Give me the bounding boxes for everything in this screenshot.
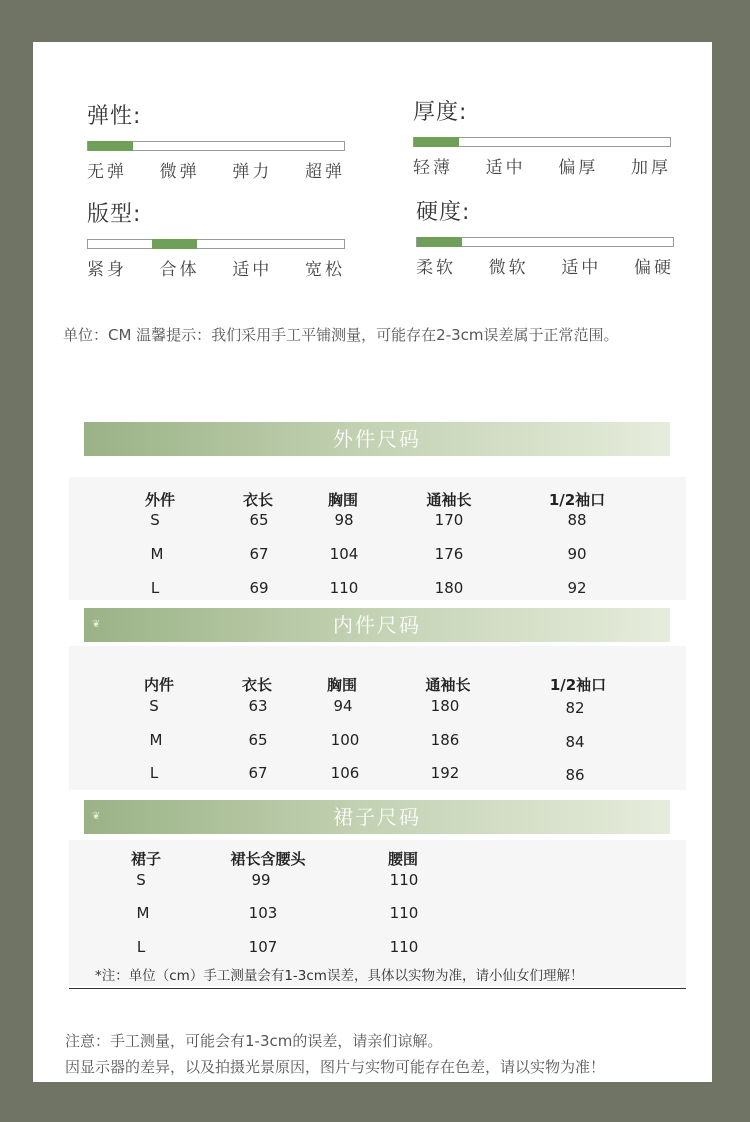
fit-tick: 宽松 bbox=[304, 260, 345, 280]
ornament-icon: ❦ bbox=[653, 619, 662, 630]
inner-size-table bbox=[69, 646, 686, 790]
skirt-header-cell: 裙子 bbox=[130, 850, 162, 868]
outer-size-cell: M bbox=[150, 545, 164, 563]
fit-tick: 适中 bbox=[232, 260, 273, 280]
inner-size-banner bbox=[84, 608, 670, 642]
inner-length-cell: 65 bbox=[248, 731, 268, 749]
elasticity-tick: 弹力 bbox=[232, 162, 273, 182]
inner-length-cell: 67 bbox=[248, 764, 268, 782]
inner-cuff-cell: 86 bbox=[565, 766, 585, 784]
outer-size-cell: S bbox=[150, 511, 160, 529]
fit-tick: 合体 bbox=[159, 260, 200, 280]
thickness-bar-fill bbox=[414, 137, 459, 147]
elasticity-tick: 超弹 bbox=[304, 162, 345, 182]
outer-sleeve-cell: 176 bbox=[434, 545, 464, 563]
elasticity-scale bbox=[87, 102, 345, 182]
measurement-note: 注意：手工测量，可能会有1-3cm的误差，请亲们谅解。 bbox=[65, 1032, 443, 1050]
skirt-size-banner bbox=[84, 800, 670, 834]
inner-length-cell: 63 bbox=[248, 697, 268, 715]
hardness-scale bbox=[416, 198, 674, 278]
hardness-bar-fill bbox=[417, 237, 462, 247]
fit-title: 版型: bbox=[87, 202, 142, 227]
elasticity-bar-fill bbox=[88, 141, 133, 151]
skirt-note: *注：单位（cm）手工测量会有1-3cm误差，具体以实物为准，请小仙女们理解！ bbox=[95, 968, 584, 984]
hardness-tick: 适中 bbox=[561, 258, 602, 278]
thickness-bar bbox=[413, 137, 671, 147]
inner-header-cell: 内件 bbox=[143, 676, 175, 694]
fit-bar-fill bbox=[152, 239, 197, 249]
color-difference-note: 因显示器的差异，以及拍摄光景原因，图片与实物可能存在色差，请以实物为准！ bbox=[65, 1058, 606, 1076]
skirt-waist-cell: 110 bbox=[389, 871, 419, 889]
elasticity-tick: 微弹 bbox=[159, 162, 200, 182]
outer-size-title: 外件尺码 bbox=[333, 427, 421, 451]
inner-size-cell: M bbox=[149, 731, 163, 749]
inner-cuff-cell: 84 bbox=[565, 733, 585, 751]
skirt-length-cell: 103 bbox=[248, 904, 278, 922]
outer-length-cell: 67 bbox=[249, 545, 269, 563]
inner-header-cell: 衣长 bbox=[241, 676, 273, 694]
inner-cuff-cell: 82 bbox=[565, 699, 585, 717]
outer-sleeve-cell: 170 bbox=[434, 511, 464, 529]
inner-chest-cell: 94 bbox=[333, 697, 353, 715]
inner-header-cell: 1/2袖口 bbox=[549, 676, 607, 694]
skirt-waist-cell: 110 bbox=[389, 904, 419, 922]
inner-header-cell: 通袖长 bbox=[425, 676, 471, 694]
elasticity-tick: 无弹 bbox=[87, 162, 127, 182]
skirt-header-cell: 腰围 bbox=[387, 850, 419, 868]
inner-size-title: 内件尺码 bbox=[333, 613, 421, 637]
skirt-length-cell: 107 bbox=[248, 938, 278, 956]
ornament-icon: ❦ bbox=[92, 619, 101, 630]
size-chart-card bbox=[33, 42, 712, 1082]
ornament-icon: ❦ bbox=[92, 811, 101, 822]
inner-sleeve-cell: 180 bbox=[430, 697, 460, 715]
outer-chest-cell: 104 bbox=[329, 545, 359, 563]
outer-cuff-cell: 88 bbox=[567, 511, 587, 529]
fit-bar bbox=[87, 239, 345, 249]
outer-header-cell: 外件 bbox=[144, 491, 176, 509]
inner-sleeve-cell: 186 bbox=[430, 731, 460, 749]
inner-chest-cell: 100 bbox=[330, 731, 360, 749]
inner-chest-cell: 106 bbox=[330, 764, 360, 782]
inner-header-cell: 胸围 bbox=[326, 676, 358, 694]
thickness-scale bbox=[413, 98, 671, 178]
outer-size-banner bbox=[84, 422, 670, 456]
thickness-tick: 偏厚 bbox=[558, 158, 599, 178]
outer-cuff-cell: 90 bbox=[567, 545, 587, 563]
outer-length-cell: 69 bbox=[249, 579, 269, 597]
fit-tick: 紧身 bbox=[87, 260, 127, 280]
outer-cuff-cell: 92 bbox=[567, 579, 587, 597]
unit-note: 单位：CM 温馨提示：我们采用手工平铺测量，可能存在2-3cm误差属于正常范围。 bbox=[63, 326, 619, 344]
skirt-header-cell: 裙长含腰头 bbox=[230, 850, 306, 868]
hardness-tick: 微软 bbox=[488, 258, 529, 278]
elasticity-bar bbox=[87, 141, 345, 151]
fit-scale bbox=[87, 200, 345, 280]
hardness-bar bbox=[416, 237, 674, 247]
thickness-tick: 适中 bbox=[485, 158, 526, 178]
inner-size-cell: S bbox=[149, 697, 159, 715]
outer-size-cell: L bbox=[150, 579, 160, 597]
skirt-length-cell: 99 bbox=[251, 871, 271, 889]
outer-header-cell: 胸围 bbox=[327, 491, 359, 509]
skirt-size-cell: L bbox=[136, 938, 146, 956]
outer-chest-cell: 110 bbox=[329, 579, 359, 597]
thickness-tick: 轻薄 bbox=[413, 158, 453, 178]
outer-chest-cell: 98 bbox=[334, 511, 354, 529]
outer-sleeve-cell: 180 bbox=[434, 579, 464, 597]
outer-length-cell: 65 bbox=[249, 511, 269, 529]
skirt-waist-cell: 110 bbox=[389, 938, 419, 956]
inner-sleeve-cell: 192 bbox=[430, 764, 460, 782]
outer-header-cell: 通袖长 bbox=[426, 491, 472, 509]
elasticity-title: 弹性: bbox=[87, 104, 142, 129]
hardness-title: 硬度: bbox=[416, 200, 471, 225]
outer-size-table bbox=[69, 477, 686, 600]
thickness-title: 厚度: bbox=[413, 100, 468, 125]
outer-header-cell: 1/2袖口 bbox=[548, 491, 606, 509]
skirt-size-cell: M bbox=[136, 904, 150, 922]
skirt-size-cell: S bbox=[136, 871, 146, 889]
inner-size-cell: L bbox=[149, 764, 159, 782]
thickness-tick: 加厚 bbox=[630, 158, 671, 178]
divider-line bbox=[69, 988, 686, 989]
outer-header-cell: 衣长 bbox=[242, 491, 274, 509]
skirt-size-title: 裙子尺码 bbox=[333, 805, 421, 829]
hardness-tick: 偏硬 bbox=[633, 258, 674, 278]
ornament-icon: ❦ bbox=[653, 811, 662, 822]
hardness-tick: 柔软 bbox=[416, 258, 456, 278]
